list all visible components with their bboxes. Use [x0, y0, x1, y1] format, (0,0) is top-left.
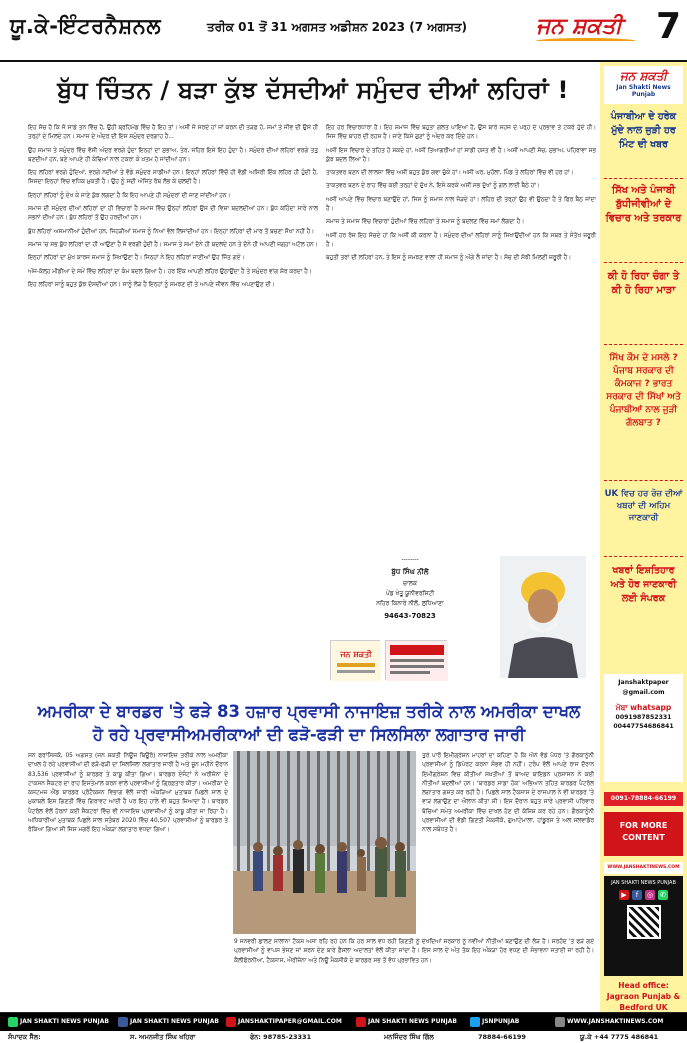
author-separator: -------- [401, 556, 419, 563]
contact-phone[interactable]: 0091987852331 [615, 713, 672, 721]
paragraph: ਇਹ ਲਹਿਰਾਂ ਵਰਗੇ ਹੁੰਦਿਆਂ, ਵਰਗੇ ਨਦੀਆਂ ਤੇ ਵੱਡੇ ਸਮੁੰਦਰ ਸਾਡੀਆਂ ਹਨ। ਇਨ੍ਹਾਂ ਲਹਿਰਾਂ ਵਿੱਚੋਂ ਹੀ ਵੱਡੀ ਅਸਿਰੀ ਇੱਕ ਲਹਿਰ ਹੀ ਹੁੰਦੀ ਹੈ, ਜਿਸਦਾ ਇਨ੍ਹਾਂ ਵਿਚ ਵਧਿਕ ਮੁਕਤੀ ਹੈ। ਉਹ ਨੂੰ ਸਦੀ ਅੱਜਿਤ ਰੱਬ ਲੱਭ ਕੇ ਚਲਦੀ ਹੈ। [28, 170, 318, 186]
paragraph: ਬੁੱਧ ਲਹਿਰਾਂ ਅਸਮਾਨੀਆਂ ਹੁੰਦੀਆਂ ਹਨ, ਜਿਹੜੀਆਂ ਸਮਾਜ ਨੂੰ ਨਿਆਂ ਵੱਲ ਲਿਜਾਂਦੀਆਂ ਹਨ। ਇਨ੍ਹਾਂ ਲਹਿਰਾਂ ਦੀ ਮਾਰ ਤੋਂ ਬਚਣਾ ਸੌਖਾ ਨਹੀਂ ਹੈ। [28, 228, 315, 235]
author-address: ਪੇਂਡ ਖੇਤੂ ਯੂਨੀਵਰਸਿਟੀ [385, 590, 435, 597]
footer-phone: ਫੋਨ: 98785-23331 [250, 1033, 312, 1041]
border-photo [233, 751, 416, 934]
author-name: ਬੁੱਧ ਸਿੰਘ ਨੀਲੋਂ [391, 568, 429, 576]
paragraph: ਅੱਜ-ਕੱਲ੍ਹ ਮੀਡੀਆ ਦੇ ਸਮੇਂ ਵਿੱਚ ਲਹਿਰਾਂ ਦਾ ਕੰਮ ਬਦਲ ਗਿਆ ਹੈ। ਹਰ ਇੱਕ ਆਪਣੀ ਲਹਿਰ ਉਠਾਉਂਦਾ ਹੈ ਤੇ ਸਮੁੰਦਰ ਵਾਂਗ ਸ਼ੋਰ ਕਰਦਾ ਹੈ। [28, 268, 312, 275]
sidebar-divider [604, 556, 683, 557]
whatsapp-icon[interactable]: ✆ [658, 890, 668, 900]
paragraph: 9 ਜਨਵਰੀ ਛਾਲਣ ਸਾਲਾਨਾ ਟੈਕਸ ਅਸਾ ਰਹਿ ਰਹੇ ਹਨ ਕਿ ਹਰ ਸਾਲ ਵਧ ਰਹੀ ਗਿਣਤੀ ਨੂੰ ਦੇਖਦਿਆਂ ਸਰਕਾਰ ਨੂੰ ਨਵੀਆਂ ਨੀਤੀਆਂ ਬਣਾਉਣ ਦੀ ਲੋੜ ਹੈ। ਸਰਹੱਦ 'ਤੇ ਫੜੇ ਗਏ ਪ੍ਰਵਾਸੀਆਂ ਨੂੰ ਵਾਪਸ ਭੇਜਣ ਜਾਂ ਸ਼ਰਨ ਦੇਣ ਬਾਰੇ ਫ਼ੈਸਲਾ ਅਦਾਲਤਾਂ ਵੱਲੋਂ ਕੀਤਾ ਜਾਂਦਾ ਹੈ। ਇਸ ਸਾਲ ਦੇ ਅੰਤ ਤੱਕ ਇਹ ਅੰਕੜਾ ਹੋਰ ਵਧਣ ਦੀ ਸੰਭਾਵਨਾ ਜਤਾਈ ਜਾ ਰਹੀ ਹੈ। ਕੈਲੀਫੋਰਨੀਆ, ਟੈਕਸਾਸ, ਐਰੀਜ਼ੋਨਾ ਅਤੇ ਨਿਊ ਮੈਕਸੀਕੋ ਦੇ ਬਾਰਡਰ ਸਭ ਤੋਂ ਵੱਧ ਪ੍ਰਭਾਵਿਤ ਹਨ। [234, 939, 594, 964]
paragraph: ਸਮਾਜ 'ਚ ਸਭ ਬੁੱਧ ਲਹਿਰਾਂ ਦਾ ਹੀ ਆਉਣਾ ਹੈ ਜੋ ਵਰਗੀ ਹੁੰਦੀ ਹੈ। ਸਮਾਜ ਤੇ ਸਮਾਂ ਦੋਨੇ ਹੀ ਬਦਲਦੇ ਹਨ ਤੇ ਦੋਨੇ ਹੀ ਆਪਣੀ ਜਗ੍ਹਾ ਅਟੱਲ ਹਨ। [28, 241, 318, 248]
article1-column-right [326, 124, 596, 554]
author-portrait-icon [500, 556, 586, 678]
footer-social-item[interactable] [226, 1016, 342, 1028]
author-photo [500, 556, 586, 678]
sidebar-divider [604, 344, 683, 345]
page-footer [0, 1012, 687, 1043]
paragraph: ਅਸੀਂ ਆਪਣੇ ਵਿੱਚ ਵਿਚਾਰ ਬਣਾਉਂਦੇ ਹਾਂ, ਜਿਸ ਨੂੰ ਸਮਾਜ ਨਾਲ ਜੋੜਦੇ ਹਾਂ। ਲਹਿਰ ਦੀ ਤਰ੍ਹਾਂ ਉਹ ਵੀ ਉਠਦਾ ਹੈ ਤੇ ਫਿਰ ਬੈਠ ਜਾਂਦਾ ਹੈ। [326, 196, 596, 213]
instagram-icon[interactable]: ◎ [646, 891, 654, 899]
paragraph: ਇਨ੍ਹਾਂ ਲਹਿਰਾਂ ਦਾ ਮੁੱਖ ਕਾਰਜ ਸਮਾਜ ਨੂੰ ਸਿਖਾਉਣਾ ਹੈ। ਜਿਨ੍ਹਾਂ ਨੇ ਇਹ ਲਹਿਰਾਂ ਜਾਣੀਆਂ ਉਹ ਜਿੱਤ ਗਏ। [28, 255, 245, 262]
article2-headline-line: ਹੋ ਰਹੇ ਪ੍ਰਵਾਸੀਅਮਰੀਕਾਆਂ ਦੀ ਫੜੋ-ਫੜੀ ਦਾ ਸਿਲਸਿਲਾ ਲਗਾਤਾਰ ਜਾਰੀ [92, 725, 526, 744]
contact-phone[interactable]: 00447754686841 [613, 723, 674, 730]
sidebar [600, 62, 687, 1012]
sidebar-divider [604, 262, 683, 263]
paragraph: ਸਮਾਜ ਤੇ ਸਮਾਜ ਵਿੱਚ ਵਿਚਾਰਾਂ ਹੁੰਦੀਆਂ ਵਿੱਚ ਲਹਿਰਾਂ ਤੇ ਸਮਾਜ ਨੂੰ ਬਦਲਣ ਵਿੱਚ ਸਮਾਂ ਲੱਗਦਾ ਹੈ। [326, 219, 525, 226]
email-icon [226, 1017, 236, 1027]
small-ad-banner [330, 640, 380, 680]
paragraph: ਉਹ ਸਮਾਜ ਤੇ ਸਮੁੰਦਰ ਵਿੱਚ ਵੱਸੀ ਅੰਦਰ ਵਰਗੇ ਹੁੰਦਾ ਇਨ੍ਹਾਂ ਦਾ ਸੁਭਾਅ, ਤੇਰ, ਜਹਿਰ ਇਸੇ ਇਹ ਹੁੰਦਾ ਹੈ। ਸਮੁੰਦਰ ਦੀਆਂ ਲਹਿਰਾਂ ਵਰਗੇ ਤਤੁ ਬਣਦੀਆਂ ਹਨ, ਬਣੇ ਆਪਣੇ ਹੀ ਕੰਢਿਆਂ ਨਾਲ ਟਕਰਾ ਕੇ ਖ਼ਤਮ ਹੋ ਜਾਂਦੀਆਂ ਹਨ। [28, 147, 318, 163]
globe-icon [555, 1017, 565, 1027]
svg-text:ਜਨ ਸ਼ਕਤੀ: ਜਨ ਸ਼ਕਤੀ [340, 650, 372, 659]
sidebar-contact-box [604, 674, 683, 782]
twitter-icon [470, 1017, 480, 1027]
footer-social-label: WWW.JANSHAKTINEWS.COM [567, 1018, 664, 1025]
section-title: ਯੂ.ਕੇ-ਇੰਟਰਨੈਸ਼ਨਲ [10, 14, 162, 38]
author-phone: 94643-70823 [384, 612, 436, 620]
article2-headline [24, 700, 594, 746]
footer-social-label: JSNPUNJAB [482, 1018, 520, 1025]
article1-column-left [28, 124, 318, 694]
sidebar-divider [604, 480, 683, 481]
sidebar-divider [604, 178, 683, 179]
paragraph: ਸਨ ਫਰਾਂਸਿਸਕੋ, 05 ਅਗਸਤ (ਜਨ ਸ਼ਕਤੀ ਨਿਊਜ਼ ਬਿਊਰੋ) ਨਾਜਾਇਜ਼ ਤਰੀਕੇ ਨਾਲ ਅਮਰੀਕਾ ਦਾਖਲ ਹੋ ਰਹੇ ਪ੍ਰਵਾਸੀਆਂ ਦੀ ਫੜੋ-ਫੜੀ ਦਾ ਸਿਲਸਿਲਾ ਲਗਾਤਾਰ ਜਾਰੀ ਹੈ ਅਤੇ ਜੂਨ ਮਹੀਨੇ ਦੌਰਾਨ 83,536 ਪ੍ਰਵਾਸੀਆਂ ਨੂੰ ਬਾਰਡਰ ਤੇ ਕਾਬੂ ਕੀਤਾ ਗਿਆ। ਬਾਰਡਰ ਏਜੰਟਾਂ ਨੇ ਅਰੀਜ਼ੋਨਾ ਦੇ ਟਾਕਸਨ ਸੈਕਟਰ ਦਾ ਰਾਹ ਇਸਤੇਮਾਲ ਕਰਨ ਵਾਲੇ ਪ੍ਰਵਾਸੀਆਂ ਨੂੰ ਗ੍ਰਿਫ਼ਤਾਰ ਕੀਤਾ। ਅਮਰੀਕਾ ਦੇ ਕਸਟਮਜ਼ ਐਂਡ ਬਾਰਡਰ ਪ੍ਰੋਟੈਕਸ਼ਨ ਵਿਭਾਗ ਵੱਲੋਂ ਜਾਰੀ ਅੰਕੜਿਆਂ ਮੁਤਾਬਕ ਪਿਛਲੇ ਸਾਲ ਦੇ ਮੁਕਾਬਲੇ ਇਸ ਗਿਣਤੀ ਵਿੱਚ ਗਿਰਾਵਟ ਆਈ ਹੈ ਪਰ ਇਹ ਹਾਲੇ ਵੀ ਬਹੁਤ ਜ਼ਿਆਦਾ ਹੈ। ਬਾਰਡਰ ਪੈਟਰੋਲ ਵੱਲੋਂ ਹੋਰਨਾਂ ਕਈ ਸੈਕਟਰਾਂ ਵਿੱਚ ਵੀ ਨਾਜਾਇਜ਼ ਪ੍ਰਵਾਸੀਆਂ ਨੂੰ ਕਾਬੂ ਕੀਤਾ ਜਾ ਰਿਹਾ ਹੈ। ਅਧਿਕਾਰੀਆਂ ਮੁਤਾਬਕ ਪਿਛਲੇ ਸਾਲ ਸਤੰਬਰ 2020 ਵਿੱਚ 40,507 ਪ੍ਰਵਾਸੀਆਂ ਨੂੰ ਬਾਰਡਰ ਤੇ ਰੋਕਿਆ ਗਿਆ ਸੀ ਜਿਸ ਮਗਰੋਂ ਇਹ ਅੰਕੜਾ ਲਗਾਤਾਰ ਵਧਦਾ ਗਿਆ। [28, 753, 228, 834]
sidebar-question: ਕੀ ਹੋ ਰਿਹਾ ਚੰਗਾ ਤੇ ਕੀ ਹੋ ਰਿਹਾ ਮਾੜਾ [607, 271, 680, 296]
paragraph: ਸਮਾਜ ਦੀ ਸਮੁੰਦਰ ਦੀਆਂ ਲਹਿਰਾਂ ਦਾ ਹੀ ਵਿਚਾਰਾਂ ਹੈ ਸਮਾਜ ਵਿੱਚ ਉਨ੍ਹਾਂ ਲਹਿਰਾਂ ਉਸ ਦੀ ਵਿਸ਼ਾ ਬਦਲਦੀਆਂ ਹਨ। ਬੁੱਧ ਕਹਿੰਦਾ ਸਾਰੇ ਨਾਲ ਸਭਨਾਂ ਦੀਆਂ ਹਨ। ਬੁੱਧ ਲਹਿਰਾਂ ਤੋਂ ਉਹ ਹਰਦੀਆਂ ਹਨ। [28, 206, 318, 222]
page-number: 7 [655, 6, 682, 47]
sidebar-uk-news: UK ਵਿਚ ਹਰ ਰੋਜ਼ ਦੀਆਂ ਖਬਰਾਂ ਦੀ ਅਹਿਮ ਜਾਣਕਾਰੀ [604, 489, 683, 523]
paragraph: ਇਹ ਲਹਿਰਾਂ ਸਾਨੂੰ ਬਹੁਤ ਕੁੱਝ ਦੱਸਦੀਆਂ ਹਨ। ਸਾਨੂੰ ਲੋੜ ਹੈ ਇਨ੍ਹਾਂ ਨੂੰ ਸਮਝਣ ਦੀ ਤੇ ਆਪਣੇ ਜੀਵਨ ਵਿੱਚ ਅਪਣਾਉਣ ਦੀ। [28, 281, 275, 288]
contact-email-domain[interactable]: @gmail.com [622, 688, 665, 696]
contact-phone-banner[interactable]: 0091-78884-66199 [604, 792, 683, 806]
facebook-icon[interactable]: f [632, 890, 642, 900]
whatsapp-icon [8, 1017, 18, 1027]
article2-column-bottom [234, 938, 594, 1008]
masthead-logo [536, 14, 622, 39]
facebook-icon [118, 1017, 128, 1027]
footer-social-label: JAN SHAKTI NEWS PUNJAB [20, 1018, 109, 1025]
social-qr-box [604, 876, 683, 976]
sidebar-ad-contact: ਖਬਰਾਂ ਇਸ਼ਤਿਹਾਰ ਅਤੇ ਹੋਰ ਜਾਣਕਾਰੀ ਲਈ ਸੰਪਰਕ [610, 565, 677, 604]
whatsapp-label: ਮੋਬਾ whatsapp [615, 703, 672, 712]
article2-headline-line: ਅਮਰੀਕਾ ਦੇ ਬਾਰਡਰ 'ਤੇ ਫੜੇ 83 ਹਜ਼ਾਰ ਪ੍ਰਵਾਸੀ ਨਾਜਾਇਜ਼ ਤਰੀਕੇ ਨਾਲ ਅਮਰੀਕਾ ਦਾਖਲ [37, 702, 581, 721]
footer-social-item[interactable] [555, 1016, 663, 1028]
small-ad-banner [385, 640, 447, 680]
paragraph: ਅਸੀਂ ਹਰ ਰੋਜ਼ ਇਹ ਸੋਚਦੇ ਹਾਂ ਕਿ ਅਸੀਂ ਕੀ ਕਰਨਾ ਹੈ। ਸਮੁੰਦਰ ਦੀਆਂ ਲਹਿਰਾਂ ਸਾਨੂੰ ਸਿਖਾਉਂਦੀਆਂ ਹਨ ਕਿ ਸਬਰ ਤੇ ਸੰਤੋਖ ਜ਼ਰੂਰੀ ਹੈ। [326, 232, 596, 248]
footer-editor-label: ਸੰਪਾਦਕ ਸੈੱਲ: [8, 1033, 41, 1041]
footer-social-label: JANSHAKTIPAPER@GMAIL.COM [238, 1018, 342, 1025]
qr-code-icon[interactable] [627, 905, 661, 939]
author-org: ਨਹਿਰ ਕਿਨਾਰੇ ਨੀਲੋਂ, ਲੁਧਿਆਣਾ [376, 600, 444, 607]
masthead-logo-text: ਜਨ ਸ਼ਕਤੀ [536, 14, 623, 39]
paragraph: ਤਾਕਤਵਰ ਬਣਨ ਦੇ ਰਾਹ ਵਿੱਚ ਕਈ ਤਰ੍ਹਾਂ ਦੇ ਦੁੱਖ ਨੇ, ਇਸੇ ਕਰਕੇ ਅਸੀਂ ਸਭ ਦੁੱਖਾਂ ਨੂੰ ਗਲ ਲਾਈ ਬੈਠੇ ਹਾਂ। [326, 183, 540, 190]
article2-column-left [28, 752, 228, 1008]
footer-social-label: JAN SHAKTI NEWS PUNJAB [368, 1018, 457, 1025]
page-header [0, 0, 687, 62]
sidebar-logo [604, 66, 683, 104]
paragraph: ਇਨ੍ਹਾਂ ਲਹਿਰਾਂ ਨੂੰ ਦੇਖ ਕੇ ਜਾਣੇ ਕੁੱਝ ਲਗਦਾ ਹੈ ਕਿ ਇਹ ਆਪਣੇ ਹੀ ਸਮੁੰਦਰਾਂ ਦੀ ਜਾਣ ਜਾਂਦੀਆਂ ਹਨ। [28, 192, 231, 199]
sidebar-farmer-tagline: ਸਿੱਖ ਅਤੇ ਪੰਜਾਬੀ ਬੁੱਧੀਜੀਵੀਆਂ ਦੇ ਵਿਚਾਰ ਅਤੇ ਤਰਕਾਰ [605, 185, 682, 224]
border-fence-photo-icon [233, 751, 416, 934]
contact-email[interactable]: Janshaktpaper [618, 679, 669, 686]
footer-manager-phone: 78884-66199 [478, 1033, 526, 1041]
footer-manager: ਮਨਜਿੰਦਰ ਸਿੰਘ ਗਿੱਲ [384, 1033, 434, 1041]
sidebar-logo-text: ਜਨ ਸ਼ਕਤੀ [620, 69, 667, 83]
more-content-banner: FOR MORE CONTENT [604, 812, 683, 856]
paragraph: ਤੁਰੇ ਪਾਰੋਂ ਇਮੀਗ੍ਰੇਸ਼ਨ ਮਾਹਰਾਂ ਦਾ ਕਹਿਣਾ ਹੈ ਕਿ ਐਨੇ ਵੱਡੇ ਪੱਧਰ 'ਤੇ ਗੈਰਕਾਨੂੰਨੀ ਪ੍ਰਵਾਸੀਆਂ ਨੂੰ ਡਿਪੋਰਟ ਕਰਨਾ ਸੰਭਵ ਹੀ ਨਹੀਂ। ਟਰੰਪ ਵੱਲੋਂ ਆਪਣੇ ਰਾਜ ਦੌਰਾਨ ਇਮੀਗ੍ਰੇਸ਼ਨ ਵਿਚ ਕੀਤੀਆਂ ਸਖ਼ਤੀਆਂ ਤੋਂ ਬਾਅਦ ਬਾਇਡਨ ਪ੍ਰਸ਼ਾਸਨ ਨੇ ਕਈ ਨੀਤੀਆਂ ਬਦਲੀਆਂ ਹਨ। 'ਬਾਰਡਰ ਸਾਡਾ ਹੱਕ' ਅਭਿਆਨ ਤਹਿਤ ਬਾਰਡਰ ਪੈਟਰੋਲ ਲਗਾਤਾਰ ਗਸ਼ਤ ਕਰ ਰਹੀ ਹੈ। ਪਿਛਲੇ ਸਾਲ ਟੈਕਸਾਸ ਦੇ ਰਾਜਪਾਲ ਨੇ ਵੀ ਬਾਰਡਰ 'ਤੇ ਵਾੜ ਲਗਾਉਣ ਦਾ ਐਲਾਨ ਕੀਤਾ ਸੀ। ਇਸ ਦੌਰਾਨ ਬਹੁਤ ਸਾਰੇ ਪ੍ਰਵਾਸੀ ਪਰਿਵਾਰ ਬੱਚਿਆਂ ਸਮੇਤ ਅਮਰੀਕਾ ਵਿੱਚ ਦਾਖਲ ਹੋਣ ਦੀ ਕੋਸ਼ਿਸ਼ ਕਰ ਰਹੇ ਹਨ। ਗੈਰਕਾਨੂੰਨੀ ਪ੍ਰਵਾਸੀਆਂ ਦੀ ਵੱਡੀ ਗਿਣਤੀ ਮੈਕਸੀਕੋ, ਗੁਆਟੇਮਾਲਾ, ਹਾਂਡੂਰਸ ਤੇ ਅਲ ਸਲਵਾਡੋਰ ਨਾਲ ਸਬੰਧਤ ਹੈ। [422, 753, 594, 834]
sidebar-news-tagline: ਪੰਜਾਬੀਆ ਦੇ ਹਰੇਕ ਮੁੱਦੇ ਨਾਲ ਜੁੜੀ ਹਰ ਮਿੰਟ ਦੀ ਖਬਰ [610, 111, 677, 150]
article2-column-right [422, 752, 594, 936]
office-value: Jagraon Punjab & Bedford UK [606, 992, 681, 1012]
footer-social-item[interactable] [8, 1016, 109, 1028]
logo-swoosh [536, 38, 636, 44]
youtube-icon[interactable]: ▶ [619, 890, 629, 900]
footer-social-label: JAN SHAKTI NEWS PUNJAB [130, 1018, 219, 1025]
footer-editor-name: ਸ. ਅਮਨਜੀਤ ਸਿੰਘ ਖਹਿਰਾ [130, 1033, 196, 1041]
qr-title: JAN SHAKTI NEWS PUNJAB [611, 880, 676, 886]
footer-social-item[interactable] [118, 1016, 219, 1028]
office-label: Head office: [618, 981, 669, 990]
paragraph: ਇਹ ਹਰ ਵਿਚਾਰਧਾਰਾ ਹੈ। ਇਹ ਸਮਾਜ ਵਿੱਚ ਬਹੁਤਾ ਗਲਤ ਪਾਇਆ ਹੈ, ਉਸ ਬਾਰੇ ਸਹਜ ਦੇ ਪਰ੍ਹ ਦੇ ਪ੍ਰਭਾਵ ਤੇ ਟਕਰੇ ਹੁੰਦੇ ਹੀ। ਜਿਸ ਵਿੱਚ ਬਾਹਰ ਦੀ ਰਹਸ ਹੈ। ਜਾਣੇ ਕਿਸੇ ਗੁਣਾਂ ਨੂੰ ਅੰਦਰ ਕਰ ਦਿੰਦੇ ਹਨ। [326, 125, 596, 141]
sidebar-logo-sub: Jan Shakti News Punjab [616, 84, 671, 98]
footer-social-item[interactable] [470, 1016, 519, 1028]
paragraph: ਤਾਕਤਵਰ ਬਣਨ ਦੀ ਲਾਲਸਾ ਵਿੱਚ ਅਸੀਂ ਬਹੁਤ ਕੁੱਝ ਗਵਾ ਚੁੱਕੇ ਹਾਂ। ਅਸੀਂ ਘਰ, ਮੁਹੱਲਾ, ਪਿੰਡ ਤੇ ਲਹਿਰਾਂ ਵਿੱਚ ਵੀ ਹਰ ਹਾਂ। [326, 170, 574, 177]
sidebar-question: ਸਿੱਖ ਕੌਮ ਦੇ ਮਸਲੇ ? ਪੰਜਾਬ ਸਰਕਾਰ ਦੀ ਕੰਮਕਾਜ ? ਭਾਰਤ ਸਰਕਾਰ ਦੀ ਸਿੱਖਾਂ ਅਤੇ ਪੰਜਾਬੀਆਂ ਨਾਲ ਜੁੜੀ ਗੱਲਬਾਤ ? [606, 353, 681, 428]
article1-headline: ਬੁੱਧ ਚਿੰਤਨ / ਬੜਾ ਕੁੱਝ ਦੱਸਦੀਆਂ ਸਮੁੰਦਰ ਦੀਆਂ ਲਹਿਰਾਂ ! [57, 76, 569, 104]
paragraph: ਅਸੀਂ ਇਸ ਵਿਚਾਰ ਦੇ ਤਹਿਤ ਹੋ ਸਕਦੇ ਹਾਂ, ਅਸੀਂ ਤਿਆਗਰੀਆਂ ਹਾਂ ਸਾਡੀ ਹਸਤ ਵੀ ਹੈ। ਅਸੀਂ ਆਪਣੀ ਸੋਚ, ਸੁਭਾਅ, ਪਹਿਰਾਵਾ ਸਭ ਕੁੱਝ ਬਦਲ ਲਿਆ ਹੈ। [326, 147, 596, 163]
footer-social-bar [0, 1013, 687, 1031]
website-link[interactable]: WWW.JANSHAKTINEWS.COM [604, 862, 683, 874]
ad-logo-icon [331, 641, 381, 681]
footer-uk-phone: ਯੂ.ਕੇ +44 7775 486841 [580, 1033, 659, 1041]
youtube-icon [356, 1017, 366, 1027]
issue-date: ਤਰੀਕ 01 ਤੋਂ 31 ਅਗਸਤ ਅਡੀਸ਼ਨ 2023 (7 ਅਗਸਤ) [207, 20, 468, 34]
social-icons [604, 890, 683, 900]
author-role: ਚਾਲਕ [403, 580, 417, 587]
paragraph: ਇਹ ਸੱਚ ਹੈ ਕਿ ਜੋ ਸਾਡੇ ਤਨ ਵਿੱਚ ਹੈ, ਉਹੀ ਬ੍ਰਹਿਮੰਡ ਵਿੱਚ ਹੈ ਇਹ ਤਾਂ। ਅਸੀਂ ਜੋ ਸਰਦੇ ਹਾਂ ਜਾਂ ਕਰਨ ਦੀ ਤੜਫ਼ ਹੋ, ਸਮਾਂ ਤੇ ਜੀਵ ਦੀ ਉਸੇ ਹੀ ਤਰ੍ਹਾਂ ਦੇ ਮਿਲਦੇ ਹਨ। ਸਮਾਜ ਦੇ ਅੰਦਰ ਦੀ ਇਸ ਸਮੁੰਦਰ ਦਰਗਾਹ ਹੈ... [28, 125, 318, 141]
footer-social-item[interactable] [356, 1016, 457, 1028]
paragraph: ਬਹੁਤੀ ਤਰਾਂ ਦੀ ਲਹਿਰਾਂ ਹਨ, ਤੇ ਇਸ ਨੂੰ ਸਮਝਣ ਵਾਲਾ ਹੀ ਸਮਾਜ ਨੂੰ ਅੱਗੇ ਲੈ ਜਾਂਦਾ ਹੈ। ਸੱਚ ਦੀ ਸੋਝੀ ਮਿਲਣੀ ਜ਼ਰੂਰੀ ਹੈ। [326, 255, 572, 262]
ad-graphic-icon [386, 641, 448, 681]
